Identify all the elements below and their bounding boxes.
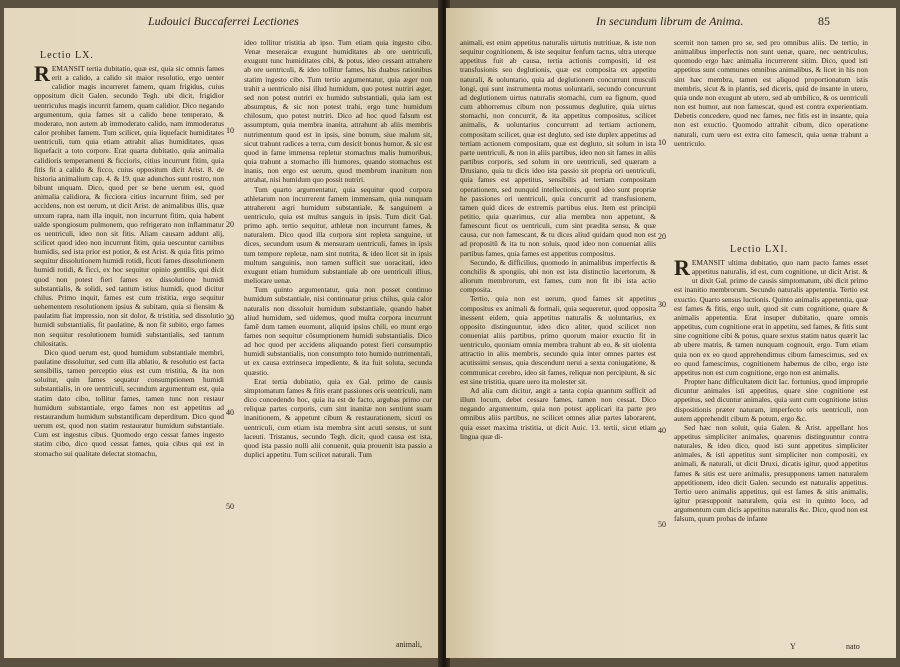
- running-header-right: In secundum librum de Anima.: [596, 14, 744, 28]
- lectio-heading: Lectio LXI.: [730, 244, 789, 255]
- drop-cap: R: [34, 64, 50, 86]
- line-number: 40: [658, 426, 666, 435]
- line-number: 30: [226, 313, 234, 322]
- paragraph: Tertio, quia non est uerum, quod fames sit appetitus compositus ex animali & formali, quia sequeretur, quod opposita inessent eidem, quia appetitus naturalis & uoluntarius, ex opposito distinguuntur, ideo dico aliter, quod scilicet non conueniat aliis partibus, primo quorum maior exuctio fit in uentriculo, quoniam omnia membra trahunt ab eo, & sit uiolenta attractio in aliis membris, secundo quia inter omnes partes est acutissimi sensus, quia descendunt nerui a sexta coniugatione, & communicat cerebro, ideo sit fames, reliquæ non percipiunt, & sic est sine tristitia, quare uero ita molester sit.: [460, 294, 656, 386]
- line-number: 40: [226, 408, 234, 417]
- right-column-2-top: [674, 38, 868, 238]
- running-header-left: Ludouici Buccaferrei Lectiones: [148, 14, 299, 28]
- lectio-heading: Lectio LX.: [40, 50, 94, 61]
- line-number: 30: [658, 300, 666, 309]
- line-number: 10: [658, 138, 666, 147]
- right-column-1: [460, 38, 656, 638]
- paragraph: ideo tollitur tristitia ab ipso. Tum etiam quia ingesto cibo. Venæ meseraicæ exugunt humiditates ab ore uentriculi, exugunt tunc humiditates cibi, & potus, ideo cessant attrahere ab ore uentriculi, & ideo tollitur fames, his duabus rationibus statim ingesto cibo. Tum tertio argumentatur, quia æger non trahit a uentriculo nisi illud humidum, quo potest nutriri æger, sed non potest nutriri ex humido substantiali, quia iam est absumptus, & sic non potest trahi, ergo tunc humidum chilosum, quo potest nutriri. Dico ad hoc quod falsum est assumptum, quia membra inanita, attrahunt ab aliis membris nutrimentum quod est in ipsis, sine bonum, siue malum sit, sicut trahunt radices a terra, cum desicit bonus humor, & sic est quod in fame immensa repletur stomachus malis humoribus, quia trahunt a stomacho illi humores, quando stomachus est inanis, non ergo est uerum, quod membrum inanitum non attrahat, nisi humidum quo possit nutriri.: [244, 38, 432, 185]
- drop-cap: R: [674, 258, 690, 280]
- paragraph: Propter hanc difficultatem dicit Iac. fortunius, quod improprie dicuntur animales isti appetitus, quare sine cognitione est appetitus, sed dicuntur animales, quia sunt cum cognitione istius dispositionis præter naturam, imperfecto oris uentriculi, non autem apprehendit cibum & potum, ergo &c.: [674, 377, 868, 423]
- paragraph: Secundo, & difficilius, quomodo in animalibus imperfectis & conchilis & spongiis, ubi non est ista distinctio lacertorum, & aliorum membrorum, est fames, cum non fit ibi ista actio composita.: [460, 257, 656, 295]
- line-number: 20: [658, 232, 666, 241]
- paragraph: scernit non tamen pro se, sed pro omnibus aliis. De tertio, in animalibus imperfectis non sunt uenæ, quare, nec uentriculus, quomodo ergo hæc animalia incurrerent sitim. Dico, quod isti appetitus sunt communes omnibus animalibus, & licet in his non sint hæc membra, tamen est aliquod proportionatum istis membris, sicut & in plantis, sed diceris, quid de insante in utero, quia unde non exugunt ab utero, sed ab umbilico, & os uentriculi non est humor, aut non famescat, quod est contra experientiam. Debetis concedere, quod nec fames, nec fitis est in insante, quia non est exuctio. Quomodo attrahit cibum, dico operatione naturali, cum uero est extra cito famescit, quia uenæ trahunt a uentriculo.: [674, 38, 868, 148]
- line-number: 50: [226, 502, 234, 511]
- paragraph: Ad alia cum dicitur, angit a tanta copia quantum sufficit ad illum locum, debet cessare fames, tamen non cessat. Dico negando argumentum, quia non potest applicari ita parte pro omnibus aliis partibus, ne scilicet omnes aliæ partes laborarent, quia esset maxima tristitia, ut dicit Auic. 13. tertii, sicut etiam lingua quæ di-: [460, 385, 656, 441]
- line-number: 10: [226, 126, 234, 135]
- signature-mark: Y: [790, 642, 796, 651]
- paragraph: animali, est enim appetitus naturalis uirtutis nutritiuæ, & iste non sequitur cognitionem, & iste sequitur fenfum tactus, ultra uterque appetitus fuit ab causa, tertia actionis compositi, id est transfusionis seu deglutionis, quæ est composita ex appetitu naturali, & uoluntario, quia ad deglutionem concurrunt musculi longi, qui sunt instrumenta motus uoluntarii, secundo concurrunt ad deglutionem uirtus naturalis stomachi, cum ea fignum, quod cum abhorremus cibum non possumus deglutire, quia uirtus stomachi, non concurrit, & ita appetitus compositus, scilicet animalis, & uoluntarius concurrunt ad tertiam actionem, compositam scilicet, quæ est degluto, sed iste duplex appetitus ad tertiam actionem compositam, quæ est degluto, sit solum in ista parte uentriculi, & non in aliis partibus, ideo non sit fames in aliis partibus corporis, sed solum in ore uentriculi, sed quæram a Drusiano, quia tu dicis ideo ista passio sit propria ori uentriculi, quia fames est appetitus, sensibilis ad tertiam compositam operationem, sed nunquid intellectionis, quod ideo sunt propriæ he passiones ori uentriculi, quia concurrit ad transfusionem, tamen quid dices de extremis partibus eius. Item est principii petitio, quia quærimus, cur alia membra non appetunt, & famescunt ficut os uentriculi, cum sint prædita sensu, & quæ causa, cur non famescant, & tu dices aliud quidam quod non est ad propositū & ita tu non soluis, quod ideo non conueniat aliis partibus fames, quia fames est appetitus compositus.: [460, 38, 656, 258]
- paragraph: Erat tertia dubitatio, quia ex Gal. primo de causis simptomatum fames & fitis erant passiones oris uentriculi, nam dico concedendo hoc, quia ita est de facto, argubas primo cur reliquæ partes corporis, cum sint inanitæ non sentiunt suam inanitionem, & appetunt cibum & restaurationem, sicuti os uentriculi, cum etiam ista membra sint acuti sensus, ut sunt laceuti. Tristanus, secundo Tegh. dicit, quod causa est ista, quod ista passio nulli alii conuenit, quia prouenit ista passio a duplici appetitu. Tum scilicet naturali. Tum: [244, 376, 432, 460]
- line-number: 50: [658, 520, 666, 529]
- line-number: 20: [226, 220, 234, 229]
- right-column-2-bottom: [674, 258, 868, 638]
- catchword: animali,: [396, 640, 422, 649]
- paragraph: EMANSIT tertia dubitatio, quæ est, quia sic omnis fames erit a calido, a calido sit maior resolutio, ergo uenter calidior magis incurreret famem, quam frigidus, cuius oppositum dicit Galen. secundo Tegh. ubi dicit, frigidior uentriculus magis incurrit famem, quam calidior. Dico negando argumentum, quia fames sit a calido bene temperato, & moderato, non autem ab immoderato calido, nam immoderatus calor prohibet famem. Tum scilicet, quia liquefacit humiditates uentriculi, tum quia etiam attrahit alias humiditates, quas liquefacit a toto corpore. Erat quarta dubitatio, quia animalia calidioris temperamenti & ficcioris, citius incurrunt fitim, quia fitis fit a calido & ficco, cuius oppositum dicit Arist. 8. de historia animalium cap. 4. & 19. quæ adunchos sunt rostro, non bibunt unquam. Dico, quod per se bene uerum est, quod animalia calidiora, & ficciora citius incurrunt fitim, sed per accidens, non est uerum, ut dicit Arist. de animalibus illis, quæ unxum rapra, nam illa inquit, non incurrunt fitim, quia habent ualde spongiosum pulmonem, quo refrigerato non inflammatur os uentriculi, ideo non sit fitis. Aliam causam addunt alij, scilicet quod ideo non incurrunt fitim, quia uescuntur carnibus humidis, sed ista prior est potior, & est Arist. & quia fitis primo sequitur dissolutionem humidi rotidi, ficuti fames dissolutionem humidi rotidi, & ficci, ex hoc sequitur opinio gentilis, qui dicit quod non potest fieri fames ex dissolutione humidi substantialis, & solidi, sed tantum istius humidi, quod dicitur chilus. Primo inquit, fames est cum tristitia, ergo sequitur uehementem resolutionem ipsius & subitam, quia si fiensim & paulatim fiat impressio, non sit dolor, & tristitia, sed dissolutio humidi substantialis, fit paulatine, & non fit subito, ergo fames non sequitur resolutionem humidi substantialis, sed tantum chilositatis.: [34, 64, 224, 348]
- paragraph: Tum quarto argumentatur, quia sequitur quod corpora athletarum non incurrerent famem immensam, quia nunquam attraherent ægri humidum substantiale, & sanguinem a uentriculo, quia est multus sanguis in ipsis. Tum dicit Gal. primo aph. tertio sequitur, athletæ non incurrunt fames, & naturalem. Dico quod illa corpora sint repleta sanguine, ut dices, secundum usum & mensuram uentriculi, fames in ipsis tum tempore repletæ, nam sint nutrita, & ideo licet sit in ipsis multum sanguinis, non tamen sufficit sue uoracitati, ideo exugunt etiam humidum substantiale ab ore uentriculi illius, meliorare uenæ.: [244, 184, 432, 286]
- paragraph: Dico quod uerum est, quod humidum substantiale membri, paulatine dissoluitur, sed cum illa ablatio, & resolutio est facta sensibilis, tamen perceptio eius est cum tristitia, & ita non soluitur, quin fames sequatur consumptionem humidi substantialis, in ore uentriculi, secundum argumentum est, quia statim dato cibo, tollitur fames, tamen tunc non restaur humidum substantiale, ergo fames non est appetitus ad restaurandum humidum substantificam deperditum. Dico quod uerum est, quod non statim restauratur humidum substantiale. Cum est ingestus cibus. Quomodo ergo cessat fames ingesto statim cibo, dico quod cessat fames, quia cibus qui est in stomacho sui qualitate delectat stomachu,: [34, 347, 224, 458]
- catchword: nato: [846, 642, 860, 651]
- paragraph: Tum quinto argumentatur, quia non posset continuo humidum substantiale, nisi continuatur prius chilus, quia calor naturalis non dissoluit humidum substantiale, quando habet aliud humidum, sed uidemus, quod multa corpora incurrunt famē dum tamen euomunt, aliquid ipsius chili, eo munt ergo fames non sequitur cōsumptionem humidi substantialis. Dico ad hoc quod per accidens aliquando potest fieri consumptio humidi substantialis, non consumpto toto humido nutrimentali, ut ex causa extrinseca impediente, & ita fuit soluta, secunda quæstio.: [244, 285, 432, 377]
- right-page: [446, 8, 896, 658]
- paragraph: EMANSIT ultima dubitatio, quo nam pacto fames esset appetitus naturalis, id est, cum cognitione, ut dicit Arist. & ut dixit Gal. primo de causis simptomatum, ubi dicit primo est inanitio membrorum. Secundo naturalis appetentia. Tertio est exuctio. Quarto sensus luctionis. Quinto animalis appetentia, quæ est fames & fitis, ergo uult, quod sit cum cognitione, quare & animalis appetentia. Erat insuper dubitatio, quare omnis appetitus, cum cognitione erat in appetitu, sed fames, & fitis sunt sine cognitione cibi & potus, quare sextus statim natus quærit lac ab ubere matris, & tamen nunquam cognouit, ergo. Tum etiam quia non ex eo quod apprehendimus cibum famescimus, sed ex eo quod famescimus, cognitionem habemus de cibo, ergo iste appetitus non est cum cognitione, ergo non est animalis.: [674, 258, 868, 377]
- left-column-1: [34, 64, 224, 649]
- left-column-2: [244, 38, 432, 638]
- left-page: [4, 8, 442, 658]
- paragraph: Sed hæc non soluit, quia Galen. & Arist. appellant hos appetitus simpliciter animales, quarenus distinguuntur contra naturales, & ideo dico, quod isti sunt appetitus simpliciter animales, & isti appetitus sunt simpliciter non compositi, ex animali, & naturali, ut dicit Druxi, dicatis igitur, quod appetitus fames & sitis est uere animalis, presupponens tamen naturalem appetitionem, ideo dicit Galen. secundo est naturalis appetitus. Tertio uero animalis appetitus, qui est fames & sitis animalis, igitur præsupponit naturalem, quia est in quinto loco, ad argumentum cum dicis appetitus naturalis &c. Dico, quod non est falsum, quum probas de infante: [674, 422, 868, 524]
- page-number: 85: [818, 14, 830, 28]
